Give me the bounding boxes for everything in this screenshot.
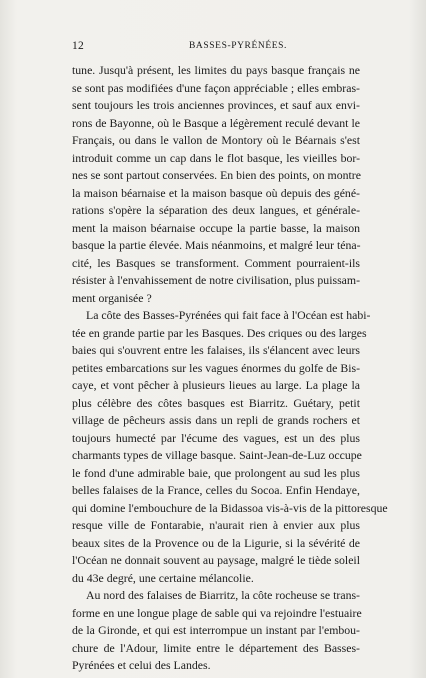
page-number: 12 [72, 40, 84, 52]
text-line: tée en grande partie par les Basques. Des criques ou des larges [72, 325, 367, 340]
text-line: de la Gironde, et qui est interrompue un instant par l'embou- [72, 623, 360, 637]
paragraph [72, 62, 360, 307]
text-line: se sont pas modifiées d'une façon appréciable ; elles embras- [72, 80, 360, 95]
text-line: du 43e degré, une certaine mélancolie. [72, 570, 254, 585]
text-line: Pyrénées et celui des Landes. [72, 658, 211, 672]
text-line: la maison béarnaise et la maison basque où depuis des géné- [72, 185, 360, 200]
text-line: Français, ou dans le vallon de Montory où le Béarnais s'est [72, 133, 360, 147]
text-line: chure de l'Adour, limite entre le département des Basses- [72, 640, 360, 655]
text-line: rations s'opère la séparation des deux langues, et générale- [72, 203, 360, 217]
text-line: qui domine l'embouchure de la Bidassoa vis-à-vis de la pittoresque [72, 500, 388, 515]
text-line: belles falaises de la France, celles du Socoa. Enfin Hendaye, [72, 483, 360, 497]
text-line: ment la maison béarnaise occupe la partie basse, la maison [72, 220, 360, 235]
text-line: basque la partie élevée. Mais néanmoins, et malgré leur téna- [72, 238, 361, 252]
text-line: village de pêcheurs assis dans un repli de grands rochers et [72, 413, 360, 427]
text-line: le fond d'une admirable baie, que prolongent au sud les plus [72, 465, 360, 480]
body-text [72, 62, 388, 675]
text-line: plus célèbre des côtes basques est Biarritz. Guétary, petit [72, 395, 360, 410]
text-line: resque ville de Fontarabie, n'aurait rien à envier aux plus [72, 518, 360, 532]
running-title: BASSES-PYRÉNÉES. [189, 41, 288, 51]
text-line: baies qui s'ouvrent entre les falaises, ils s'élancent avec leurs [72, 343, 360, 357]
text-line: l'Océan ne donnait souvent au paysage, malgré le tiède soleil [72, 553, 360, 567]
text-line: rons de Bayonne, où le Basque a légèrement reculé devant le [72, 115, 360, 130]
text-line: cité, les Basques se transforment. Comment pourraient-ils [72, 255, 360, 270]
text-line: ment organisée ? [72, 290, 152, 305]
page-header [0, 40, 426, 54]
text-line: forme en une longue plage de sable qui va rejoindre l'estuaire [72, 605, 362, 620]
text-line: beaux sites de la Provence ou de la Ligurie, si la sévérité de [72, 535, 360, 550]
paragraph [72, 307, 388, 587]
text-line: sent toujours les trois anciennes provinces, et sauf aux envi- [72, 98, 360, 112]
text-line: petites embarcations sur les vagues énormes du golfe de Bis- [72, 360, 360, 375]
text-line: tune. Jusqu'à présent, les limites du pays basque français ne [72, 63, 360, 77]
text-line: Au nord des falaises de Biarritz, la côte rocheuse se trans- [86, 588, 360, 602]
text-line: caye, et vont pêcher à plusieurs lieues au large. La plage la [72, 378, 360, 392]
text-line: charmants types de village basque. Saint-Jean-de-Luz occupe [72, 448, 362, 462]
text-line: La côte des Basses-Pyrénées qui fait face à l'Océan est habi- [86, 308, 371, 322]
text-line: résister à l'envahissement de notre civilisation, plus puissam- [72, 273, 360, 287]
text-line: nes se sont partout conservées. En bien des points, on montre [72, 168, 361, 182]
text-line: toujours humecté par l'écume des vagues, est un des plus [72, 430, 360, 445]
paragraph [72, 587, 360, 675]
text-line: introduit comme un cap dans le flot basque, les vieilles bor- [72, 150, 360, 165]
